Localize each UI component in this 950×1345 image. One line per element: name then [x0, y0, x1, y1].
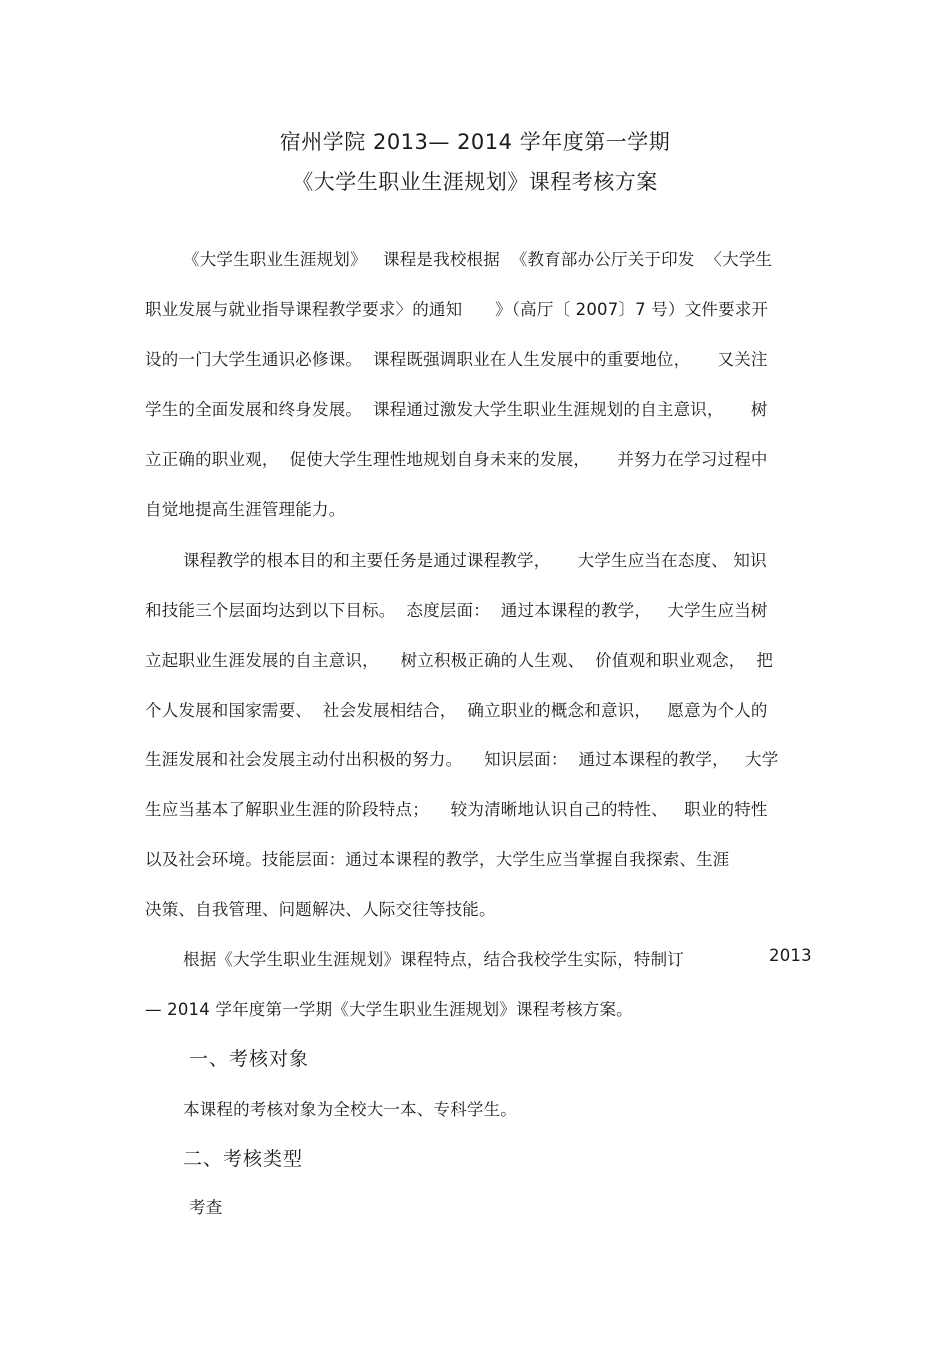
para3-line2: — 2014 学年度第一学期《大学生职业生涯规划》课程考核方案。 [145, 1000, 633, 1019]
para2-line3: 立起职业生涯发展的自主意识， 树立积极正确的人生观、 价值观和职业观念， 把 [145, 651, 774, 670]
para1-line5: 立正确的职业观， 促使大学生理性地规划自身未来的发展， 并努力在学习过程中 [145, 450, 768, 469]
document-title-line2: 《大学生职业生涯规划》课程考核方案 [292, 170, 658, 194]
document-title-line1: 宿州学院 2013— 2014 学年度第一学期 [279, 130, 671, 154]
section1-heading: 一、考核对象 [189, 1048, 310, 1070]
para2-line1: 课程教学的根本目的和主要任务是通过课程教学， 大学生应当在态度、 知识 [183, 551, 767, 570]
para3-year: 2013 [769, 946, 812, 965]
para3-line1: 根据《大学生职业生涯规划》课程特点，结合我校学生实际，特制订 [183, 950, 684, 969]
section1-text: 本课程的考核对象为全校大一本、专科学生。 [183, 1100, 517, 1119]
para2-line2: 和技能三个层面均达到以下目标。 态度层面： 通过本课程的教学， 大学生应当树 [145, 601, 768, 620]
para1-line6: 自觉地提高生涯管理能力。 [145, 500, 346, 519]
para1-line2: 职业发展与就业指导课程教学要求〉的通知 》（高厅〔 2007〕7 号）文件要求开 [145, 300, 769, 319]
section2-heading: 二、考核类型 [183, 1148, 304, 1170]
para2-line7: 以及社会环境。技能层面：通过本课程的教学，大学生应当掌握自我探索、生涯 [145, 850, 730, 869]
section2-text: 考查 [189, 1198, 223, 1217]
para2-line4: 个人发展和国家需要、 社会发展相结合， 确立职业的概念和意识， 愿意为个人的 [145, 701, 768, 720]
para1-line3: 设的一门大学生通识必修课。 课程既强调职业在人生发展中的重要地位， 又关注 [145, 350, 768, 369]
para2-line5: 生涯发展和社会发展主动付出积极的努力。 知识层面： 通过本课程的教学， 大学 [145, 750, 779, 769]
para2-line6: 生应当基本了解职业生涯的阶段特点； 较为清晰地认识自己的特性、 职业的特性 [145, 800, 768, 819]
para1-line4: 学生的全面发展和终身发展。 课程通过激发大学生职业生涯规划的自主意识， 树 [145, 400, 768, 419]
para1-line1: 《大学生职业生涯规划》 课程是我校根据 《教育部办公厅关于印发 〈大学生 [183, 250, 773, 269]
para2-line8: 决策、自我管理、问题解决、人际交往等技能。 [145, 900, 496, 919]
